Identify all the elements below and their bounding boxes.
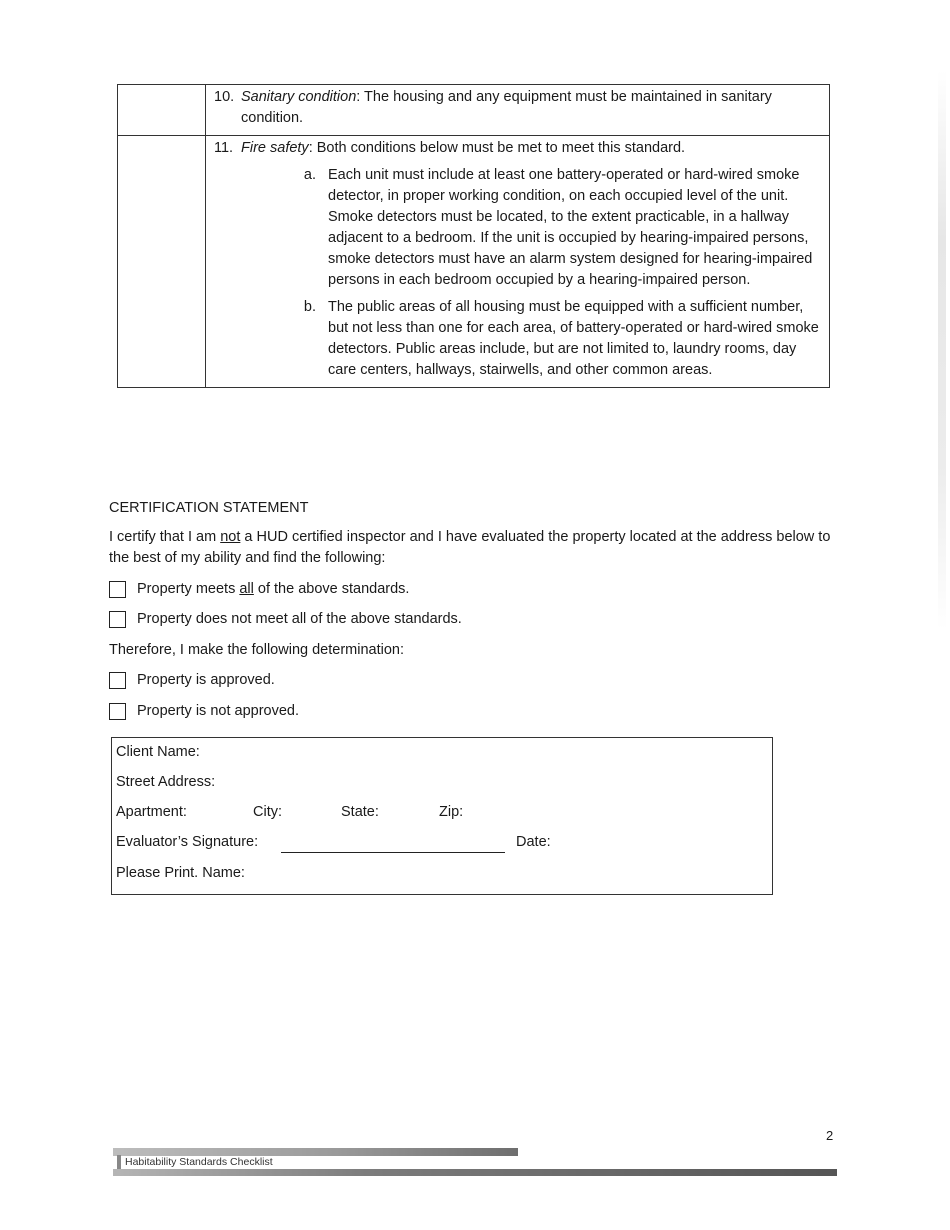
not-approved-checkbox[interactable]: [109, 703, 126, 720]
sub-condition-letter: a.: [303, 167, 316, 183]
sub-condition-b: [214, 297, 821, 381]
determination-text: Therefore, I make the following determination:: [109, 642, 404, 658]
approved-label: Property is approved.: [137, 672, 275, 688]
standard-row-content: [206, 85, 829, 135]
meets-standards-label: [137, 579, 409, 600]
date-label: Date:: [516, 834, 551, 850]
option-does-not-meet[interactable]: [109, 609, 462, 630]
client-name-label: Client Name:: [116, 744, 200, 760]
not-approved-label: Property is not approved.: [137, 703, 300, 719]
scan-edge-shading: [938, 70, 946, 630]
sub-condition-letter: b.: [303, 299, 316, 315]
item-text: : Both conditions below must be met to meet this standard.: [308, 140, 686, 156]
standard-row-11: [118, 135, 829, 387]
does-not-meet-checkbox[interactable]: [109, 611, 126, 628]
certification-statement: [109, 527, 834, 569]
signature-line[interactable]: [281, 852, 505, 853]
signature-row: [116, 834, 258, 850]
item-title: Sanitary condition: [241, 89, 357, 105]
city-label: City:: [253, 804, 282, 820]
standard-row-content: [206, 136, 829, 387]
footer-document-title: Habitability Standards Checklist: [117, 1155, 365, 1169]
item-number: 10.: [214, 89, 235, 105]
option-not-approved[interactable]: [109, 701, 299, 722]
print-name-label: Please Print. Name:: [116, 865, 245, 881]
standard-row-blank-cell: [118, 136, 206, 387]
zip-label: Zip:: [439, 804, 464, 820]
sub-condition-text: Each unit must include at least one battery-operated or hard-wired smoke detector, in proper working condition, on each occupied level of the unit. Smoke detectors must be located, to the extent practicable, in a hallway adjacent to a bedroom. If the unit is occupied by hearing-impaired persons, smoke detectors must have an alarm system designed for hearing-impaired persons in each bedroom occupied by a hearing-impaired person.: [328, 167, 813, 288]
approved-checkbox[interactable]: [109, 672, 126, 689]
sub-condition-text: The public areas of all housing must be equipped with a sufficient number, but not less than one for each area, of battery-operated or hard-wired smoke detectors. Public areas include, but are not limited to, laundry rooms, day care centers, hallways, stairwells, and other common areas.: [328, 299, 819, 378]
statement-text: a HUD certified inspector and I have evaluated the property located at the address below to the best of my ability and find the following:: [109, 529, 831, 566]
sub-condition-a: [214, 165, 821, 291]
footer-bar-bottom: [113, 1169, 837, 1176]
property-info-box: [111, 737, 773, 895]
certification-heading: CERTIFICATION STATEMENT: [109, 500, 309, 516]
street-address-label: Street Address:: [116, 774, 216, 790]
option-meets-standards[interactable]: [109, 579, 409, 600]
label-text: of the above standards.: [253, 581, 410, 597]
label-emphasis: all: [239, 581, 254, 597]
statement-text: I certify that I am: [109, 529, 221, 545]
page-number: 2: [826, 1128, 834, 1143]
label-text: Property meets: [137, 581, 240, 597]
apartment-label: Apartment:: [116, 804, 187, 820]
meets-standards-checkbox[interactable]: [109, 581, 126, 598]
standard-row-10: [118, 85, 829, 135]
item-title: Fire safety: [241, 140, 309, 156]
item-text: : The housing and any equipment must be maintained in sanitary condition.: [241, 89, 772, 126]
signature-label: Evaluator’s Signature:: [116, 834, 259, 850]
statement-emphasis: not: [220, 529, 241, 545]
state-label: State:: [341, 804, 379, 820]
item-number: 11.: [214, 140, 234, 156]
standards-table: [117, 84, 830, 388]
standard-row-blank-cell: [118, 85, 206, 135]
option-approved[interactable]: [109, 670, 275, 691]
does-not-meet-label: Property does not meet all of the above standards.: [137, 611, 462, 627]
